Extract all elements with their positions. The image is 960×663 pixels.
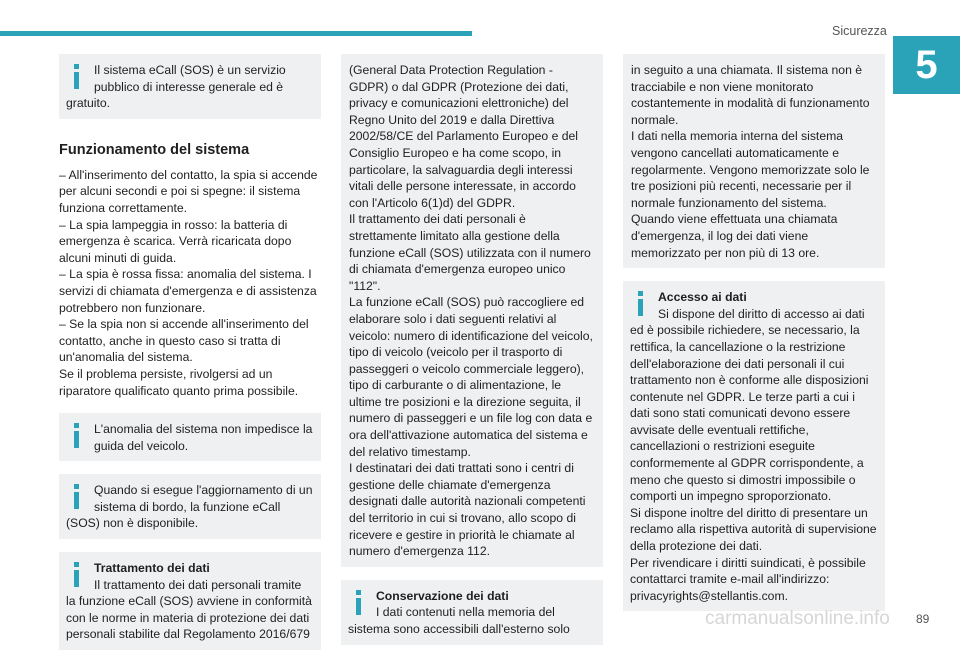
info-box-update [59,474,321,539]
info-text: Il trattamento dei dati personali tramite la funzione eCall (SOS) avviene in conformità con le norme in materia di protezione dei dati personali stabilite dal Regolamento 2016/679 [66,577,312,642]
section-title: Sicurezza [832,24,887,38]
column-1 [59,54,321,663]
watermark: carmanualsonline.info [705,608,890,629]
column-3 [623,54,885,624]
info-icon [66,484,94,510]
info-box-data-processing [59,552,321,650]
info-text: (General Data Protection Regulation - GDPR) o dal GDPR (Protezione dei dati, privacy e comunicazioni elettroniche) del Regno Unito del 2019 e dalla Direttiva 2002/58/CE del Parlamento Europeo e del Consiglio Europeo e ha come scopo, in particolare, la salvaguardia degli interessi vitali delle persone interessate, in accordo con l'Articolo 6(1)d) del GDPR. Il trattamento dei dati personali è strettamente limitato alla gestione della funzione eCall (SOS) utilizzata con il numero di chiamata d'emergenza europeo unico "112". La funzione eCall (SOS) può raccogliere ed elaborare solo i dati seguenti relativi al veicolo: numero di identificazione del veicolo, tipo di veicolo (veicolo per il trasporto di passeggeri o veicolo commerciale leggero), tipo di carburante o di alimentazione, le ultime tre posizioni e la direzione seguita, il numero di passeggeri e un file log con data e ora dell'attivazione automatica del sistema e del relativo timestamp. I destinatari dei dati trattati sono i centri di gestione delle chiamate d'emergenza designati dalle autorità nazionali competenti del territorio in cui si trovano, allo scopo di ricevere e gestire in priorità le chiamate al numero d'emergenza 112. [349,63,593,559]
header-accent-bar [0,31,472,36]
info-box-anomaly [59,413,321,461]
info-icon [66,64,94,90]
info-text: Il sistema eCall (SOS) è un servizio pubblico di interesse generale ed è gratuito. [66,63,286,111]
column-2 [341,54,603,658]
info-text: Quando si esegue l'aggiornamento di un sistema di bordo, la funzione eCall (SOS) non è disponibile. [66,483,313,531]
info-title: Accesso ai dati [658,290,747,305]
info-title: Trattamento dei dati [94,561,210,576]
info-box-retention-continued [623,54,885,268]
info-icon [348,590,376,616]
info-text: L'anomalia del sistema non impedisce la guida del veicolo. [94,422,313,453]
info-box-gdpr [341,54,603,567]
info-icon [66,423,94,449]
info-box-data-retention [341,580,603,645]
info-text: in seguito a una chiamata. Il sistema non è tracciabile e non viene monitorato costantemente in modalità di funzionamento normale. I dati nella memoria interna del sistema vengono cancellati automaticamente e regolarmente. Vengono memorizzate solo le tre posizioni più recenti, necessarie per il normale funzionamento del sistema. Quando viene effettuata una chiamata d'emergenza, il log dei dati viene memorizzato per non più di 13 ore. [631,63,870,260]
info-text: I dati contenuti nella memoria del sistema sono accessibili dall'esterno solo [348,605,570,636]
info-icon [630,291,658,317]
info-title: Conservazione dei dati [376,588,509,603]
section-heading: Funzionamento del sistema [59,141,250,158]
chapter-badge: 5 [893,36,960,94]
info-text: Si dispone del diritto di accesso ai dati ed è possibile richiedere, se necessario, la rettifica, la cancellazione o la restrizione dell'elaborazione dei dati personali il cui trattamento non è conforme alle disposizioni contenute nel GDPR. Le terze parti a cui i dati sono stati comunicati devono essere avvisate delle eventuali rettifiche, cancellazioni o restrizioni eseguite conformemente al GDPR corrispondente, a meno che questo si dimostri impossibile o comporti un impegno sproporzionato. Si dispone inoltre del diritto di presentare un reclamo alla rispettiva autorità di supervisione della protezione dei dati. Per rivendicare i diritti suindicati, è possibile contattarci tramite e-mail all'indirizzo: privacyrights@stellantis.com. [630,306,877,603]
info-box-free-service [59,54,321,119]
info-box-data-access [623,281,885,611]
info-icon [66,562,94,588]
body-text: – All'inserimento del contatto, la spia si accende per alcuni secondi e poi si spegne: il sistema funziona correttamente. – La spia lampeggia in rosso: la batteria di emergenza è scarica. Verrà ricaricata dopo alcuni minuti di guida. – La spia è rossa fissa: anomalia del sistema. I servizi di chiamata d'emergenza e di assistenza potrebbero non funzionare. – Se la spia non si accende all'inserimento del contatto, anche in questo caso si tratta di un'anomalia del sistema. Se il problema persiste, rivolgersi ad un riparatore qualificato quanto prima possibile. [59,167,318,398]
page-number: 89 [916,612,930,626]
